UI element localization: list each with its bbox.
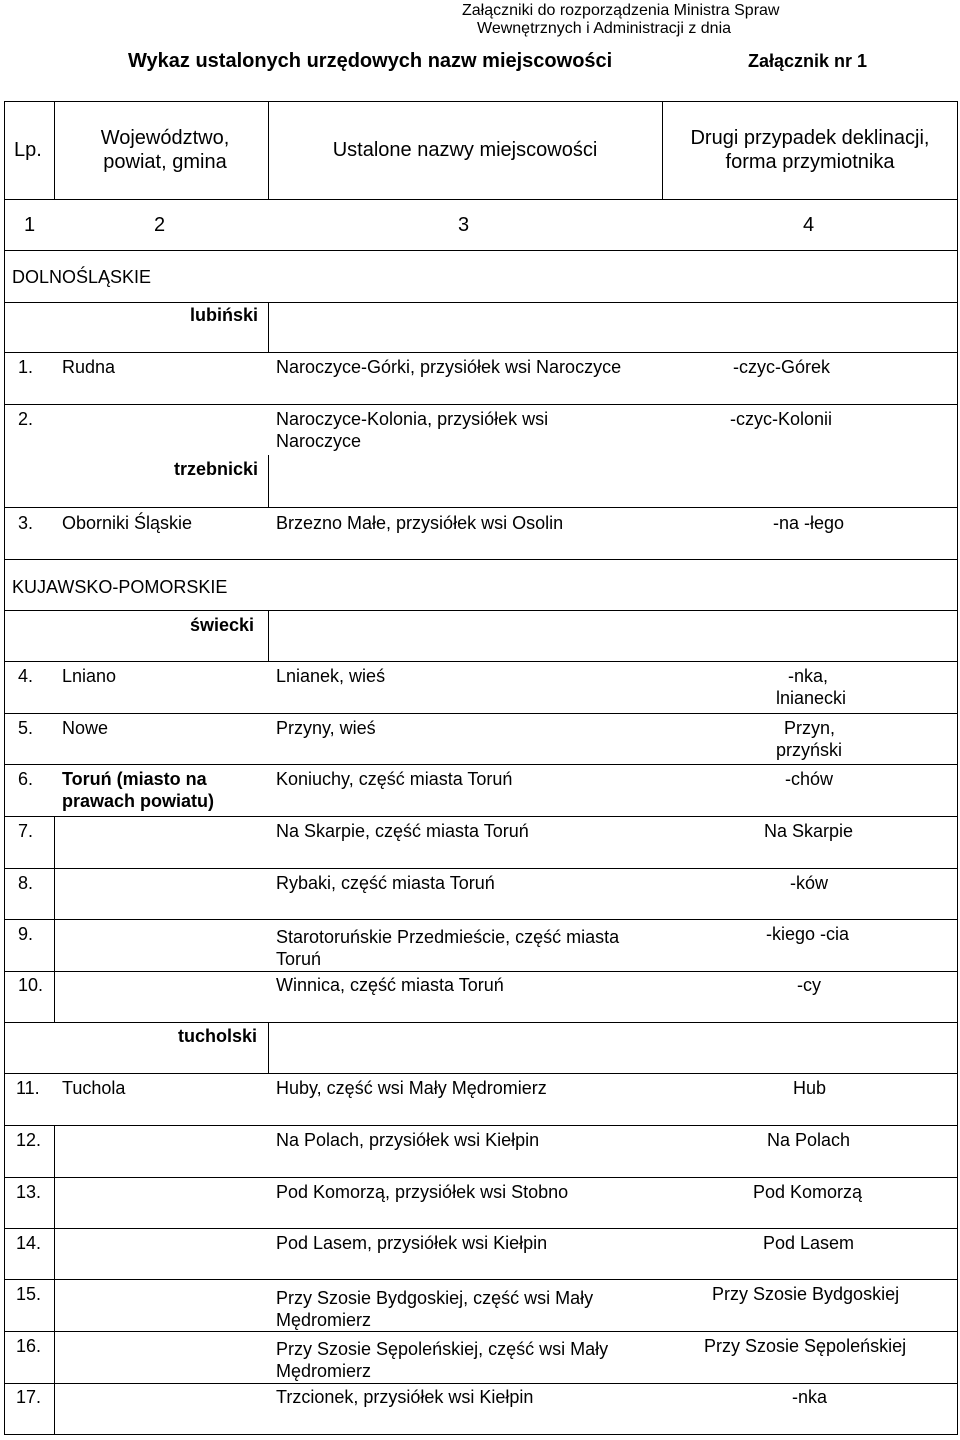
row-name-line2: Toruń (276, 949, 322, 969)
row-declension: -chów (785, 769, 834, 789)
column-number-4: 4 (803, 214, 815, 236)
header-divider (4, 199, 958, 200)
table-top-border (4, 101, 958, 102)
row-divider (4, 302, 958, 303)
column-number-3: 3 (458, 214, 470, 236)
row-name: Huby, część wsi Mały Mędromierz (276, 1078, 547, 1098)
row-declension: Hub (793, 1078, 827, 1098)
column-divider (662, 101, 663, 199)
row-declension: -nka (792, 1387, 828, 1407)
row-name-line2: Naroczyce (276, 431, 362, 451)
row-lp: 11. (16, 1078, 40, 1098)
table-right-border (957, 101, 958, 1434)
row-divider (4, 610, 958, 611)
row-divider (4, 352, 958, 353)
row-divider (4, 1228, 958, 1229)
row-declension-line2: lnianecki (776, 688, 847, 708)
row-divider (4, 868, 958, 869)
row-declension: Na Polach (767, 1130, 851, 1150)
row-lp: 14. (16, 1233, 42, 1253)
row-gmina-line2: prawach powiatu) (62, 791, 215, 811)
row-divider (4, 559, 958, 560)
voivodeship-heading: DOLNOŚLĄSKIE (12, 267, 152, 287)
row-name: Na Skarpie, część miasta Toruń (276, 821, 529, 841)
row-declension: -czyc-Kolonii (730, 409, 833, 429)
column-divider (54, 101, 55, 199)
header-lp: Lp. (14, 139, 42, 161)
row-divider (4, 404, 958, 405)
row-name: Rybaki, część miasta Toruń (276, 873, 495, 893)
row-name-line2: Mędromierz (276, 1310, 372, 1330)
row-name: Pod Komorzą, przysiółek wsi Stobno (276, 1182, 569, 1202)
row-lp: 15. (16, 1284, 42, 1304)
column-divider (54, 1125, 55, 1434)
row-gmina: Rudna (62, 357, 116, 377)
header-names: Ustalone nazwy miejscowości (332, 139, 598, 161)
row-name: Koniuchy, część miasta Toruń (276, 769, 513, 789)
row-declension: Pod Lasem (763, 1233, 855, 1253)
row-lp: 2. (18, 409, 34, 429)
column-divider (54, 816, 55, 1022)
row-declension-line1: -nka, (788, 666, 829, 686)
header-region-line1: Województwo, (100, 127, 230, 149)
annex-note-line1: Załączniki do rozporządzenia Ministra Spraw (462, 2, 780, 19)
row-declension: -cy (797, 975, 821, 995)
row-declension: -ków (790, 873, 829, 893)
row-divider (4, 713, 958, 714)
row-name-line1: Starotoruńskie Przedmieście, część miasta (276, 927, 620, 947)
row-divider (4, 1022, 958, 1023)
row-gmina: Nowe (62, 718, 109, 738)
row-divider (4, 919, 958, 920)
row-lp: 10. (18, 975, 44, 995)
column-divider (268, 1022, 269, 1073)
row-name: Pod Lasem, przysiółek wsi Kiełpin (276, 1233, 548, 1253)
row-declension: -czyc-Górek (733, 357, 831, 377)
row-divider (4, 764, 958, 765)
powiat-heading: lubiński (190, 305, 259, 325)
powiat-heading: tucholski (178, 1026, 258, 1046)
row-lp: 7. (18, 821, 34, 841)
row-gmina: Tuchola (62, 1078, 126, 1098)
row-lp: 4. (18, 666, 34, 686)
row-declension: Pod Komorzą (753, 1182, 863, 1202)
column-number-2: 2 (154, 214, 166, 236)
row-name: Przyny, wieś (276, 718, 376, 738)
row-name: Trzcionek, przysiółek wsi Kiełpin (276, 1387, 534, 1407)
powiat-heading: świecki (190, 615, 255, 635)
row-divider (4, 1331, 958, 1332)
column-divider (268, 101, 269, 199)
row-lp: 1. (18, 357, 34, 377)
row-lp: 13. (16, 1182, 42, 1202)
row-name: Brzezno Małe, przysiółek wsi Osolin (276, 513, 564, 533)
row-divider (4, 507, 958, 508)
document-title: Wykaz ustalonych urzędowych nazw miejscowości (128, 50, 613, 72)
row-lp: 17. (16, 1387, 42, 1407)
row-divider (4, 1383, 958, 1384)
row-divider (4, 1177, 958, 1178)
table-bottom-border (4, 1434, 958, 1435)
column-divider (268, 455, 269, 507)
row-name: Naroczyce-Górki, przysiółek wsi Naroczyce (276, 357, 622, 377)
header-region-line2: powiat, gmina (103, 151, 227, 173)
header-declension-line1: Drugi przypadek deklinacji, (690, 127, 930, 149)
row-declension: -na -łego (773, 513, 845, 533)
row-divider (4, 1125, 958, 1126)
row-lp: 6. (18, 769, 34, 789)
row-gmina: Oborniki Śląskie (62, 513, 193, 533)
column-divider (268, 610, 269, 661)
row-lp: 8. (18, 873, 34, 893)
row-name-line1: Przy Szosie Sępoleńskiej, część wsi Mały (276, 1339, 609, 1359)
row-gmina: Lniano (62, 666, 117, 686)
row-divider (4, 1073, 958, 1074)
powiat-heading: trzebnicki (174, 459, 259, 479)
row-lp: 16. (16, 1336, 42, 1356)
header-declension-line2: forma przymiotnika (725, 151, 895, 173)
row-divider (4, 971, 958, 972)
row-declension-line1: Przyn, (784, 718, 836, 738)
row-declension: -kiego -cia (766, 924, 850, 944)
row-name-line1: Naroczyce-Kolonia, przysiółek wsi (276, 409, 549, 429)
row-declension: Przy Szosie Bydgoskiej (712, 1284, 900, 1304)
row-declension: Na Skarpie (764, 821, 854, 841)
row-divider (4, 1279, 958, 1280)
row-name-line2: Mędromierz (276, 1361, 372, 1381)
row-declension-line2: przyński (776, 740, 843, 760)
row-name: Winnica, część miasta Toruń (276, 975, 504, 995)
row-lp: 12. (16, 1130, 42, 1150)
column-number-divider (4, 250, 958, 251)
table-left-border (4, 101, 5, 1434)
row-name: Na Polach, przysiółek wsi Kiełpin (276, 1130, 540, 1150)
voivodeship-heading: KUJAWSKO-POMORSKIE (12, 577, 228, 597)
row-gmina-line1: Toruń (miasto na (62, 769, 207, 789)
row-lp: 9. (18, 924, 34, 944)
row-lp: 5. (18, 718, 34, 738)
annex-number: Załącznik nr 1 (748, 51, 868, 71)
row-divider (4, 661, 958, 662)
annex-note-line2: Wewnętrznych i Administracji z dnia (477, 20, 732, 37)
row-declension: Przy Szosie Sępoleńskiej (704, 1336, 907, 1356)
column-number-1: 1 (24, 214, 36, 236)
row-name-line1: Przy Szosie Bydgoskiej, część wsi Mały (276, 1288, 594, 1308)
row-lp: 3. (18, 513, 34, 533)
row-name: Lnianek, wieś (276, 666, 386, 686)
column-divider (268, 302, 269, 352)
row-divider (4, 816, 958, 817)
